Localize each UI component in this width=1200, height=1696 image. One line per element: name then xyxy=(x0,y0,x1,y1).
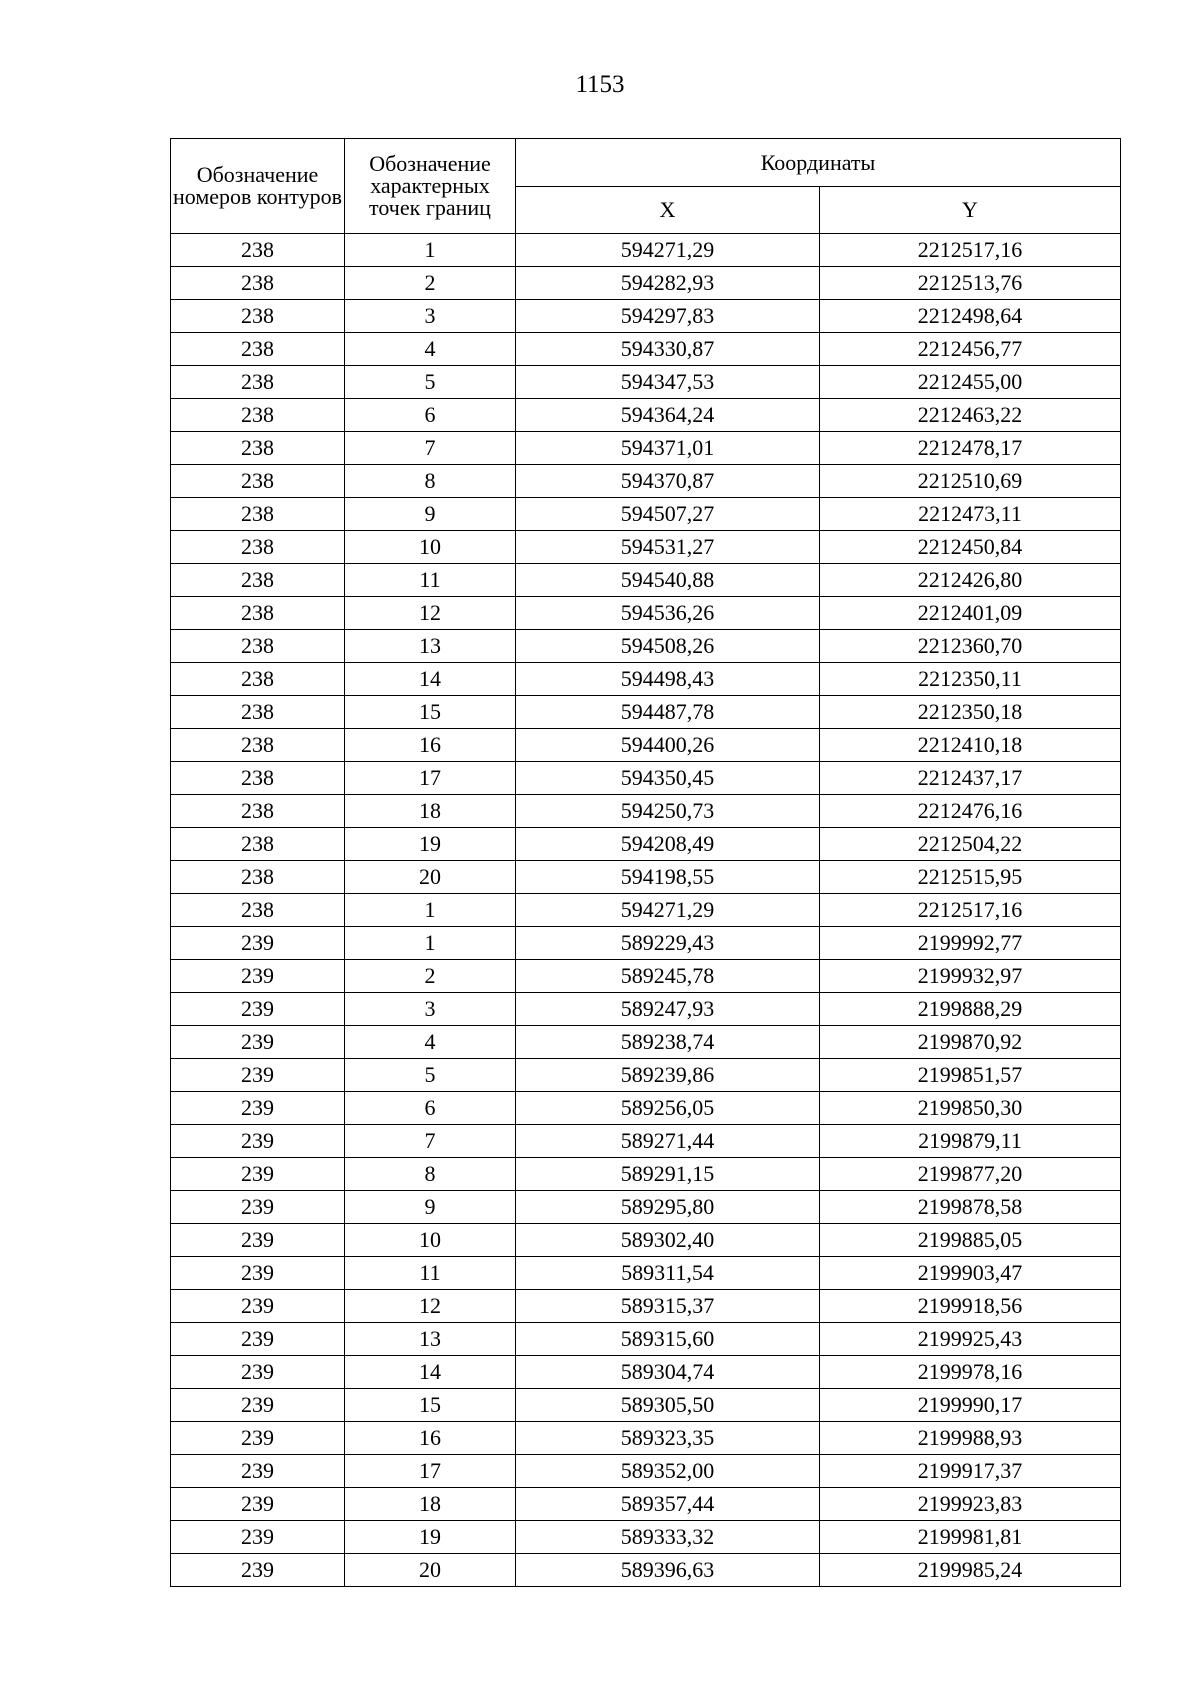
cell-y: 2199918,56 xyxy=(820,1290,1121,1323)
cell-point: 6 xyxy=(345,399,516,432)
cell-y: 2199917,37 xyxy=(820,1455,1121,1488)
cell-point: 14 xyxy=(345,663,516,696)
cell-y: 2212463,22 xyxy=(820,399,1121,432)
cell-point: 5 xyxy=(345,366,516,399)
cell-point: 20 xyxy=(345,861,516,894)
table-header xyxy=(171,139,1121,234)
cell-x: 594400,26 xyxy=(516,729,820,762)
table-row xyxy=(171,465,1121,498)
cell-y: 2212360,70 xyxy=(820,630,1121,663)
cell-contour: 238 xyxy=(171,432,345,465)
cell-contour: 239 xyxy=(171,1092,345,1125)
cell-y: 2212476,16 xyxy=(820,795,1121,828)
cell-y: 2199990,17 xyxy=(820,1389,1121,1422)
cell-x: 594271,29 xyxy=(516,894,820,927)
cell-y: 2199851,57 xyxy=(820,1059,1121,1092)
cell-x: 594498,43 xyxy=(516,663,820,696)
table-row xyxy=(171,234,1121,267)
header-coordinates: Координаты xyxy=(516,139,1121,187)
cell-contour: 238 xyxy=(171,498,345,531)
cell-y: 2199879,11 xyxy=(820,1125,1121,1158)
table-row xyxy=(171,1554,1121,1587)
cell-x: 589295,80 xyxy=(516,1191,820,1224)
cell-point: 4 xyxy=(345,1026,516,1059)
table-row xyxy=(171,1125,1121,1158)
cell-x: 589229,43 xyxy=(516,927,820,960)
cell-contour: 239 xyxy=(171,1488,345,1521)
table-row xyxy=(171,597,1121,630)
cell-x: 589315,37 xyxy=(516,1290,820,1323)
cell-y: 2199981,81 xyxy=(820,1521,1121,1554)
table-row xyxy=(171,1323,1121,1356)
cell-y: 2212350,18 xyxy=(820,696,1121,729)
cell-x: 589238,74 xyxy=(516,1026,820,1059)
table-row xyxy=(171,927,1121,960)
cell-contour: 238 xyxy=(171,531,345,564)
cell-y: 2212350,11 xyxy=(820,663,1121,696)
cell-x: 594271,29 xyxy=(516,234,820,267)
table-row xyxy=(171,894,1121,927)
cell-y: 2212455,00 xyxy=(820,366,1121,399)
cell-x: 589302,40 xyxy=(516,1224,820,1257)
header-y: Y xyxy=(820,187,1121,234)
cell-point: 4 xyxy=(345,333,516,366)
cell-x: 594536,26 xyxy=(516,597,820,630)
cell-y: 2199923,83 xyxy=(820,1488,1121,1521)
cell-point: 15 xyxy=(345,1389,516,1422)
cell-point: 9 xyxy=(345,498,516,531)
table-row xyxy=(171,828,1121,861)
cell-point: 13 xyxy=(345,1323,516,1356)
cell-contour: 238 xyxy=(171,465,345,498)
cell-point: 18 xyxy=(345,795,516,828)
cell-point: 19 xyxy=(345,828,516,861)
cell-point: 9 xyxy=(345,1191,516,1224)
page-number: 1153 xyxy=(575,71,625,98)
cell-x: 594531,27 xyxy=(516,531,820,564)
cell-contour: 238 xyxy=(171,267,345,300)
cell-contour: 238 xyxy=(171,861,345,894)
cell-y: 2199988,93 xyxy=(820,1422,1121,1455)
cell-point: 16 xyxy=(345,1422,516,1455)
cell-x: 589291,15 xyxy=(516,1158,820,1191)
table-row xyxy=(171,1290,1121,1323)
coordinates-table xyxy=(170,138,1121,1587)
cell-x: 594250,73 xyxy=(516,795,820,828)
cell-y: 2199850,30 xyxy=(820,1092,1121,1125)
cell-y: 2212517,16 xyxy=(820,234,1121,267)
cell-y: 2212426,80 xyxy=(820,564,1121,597)
cell-x: 594350,45 xyxy=(516,762,820,795)
cell-point: 11 xyxy=(345,1257,516,1290)
cell-point: 19 xyxy=(345,1521,516,1554)
table-row xyxy=(171,1455,1121,1488)
cell-y: 2199878,58 xyxy=(820,1191,1121,1224)
table-row xyxy=(171,399,1121,432)
cell-contour: 238 xyxy=(171,597,345,630)
cell-contour: 239 xyxy=(171,1521,345,1554)
cell-contour: 238 xyxy=(171,366,345,399)
cell-point: 16 xyxy=(345,729,516,762)
table-row xyxy=(171,432,1121,465)
cell-x: 589323,35 xyxy=(516,1422,820,1455)
cell-contour: 238 xyxy=(171,828,345,861)
cell-contour: 238 xyxy=(171,399,345,432)
cell-point: 13 xyxy=(345,630,516,663)
cell-y: 2199888,29 xyxy=(820,993,1121,1026)
cell-contour: 239 xyxy=(171,1191,345,1224)
cell-contour: 239 xyxy=(171,993,345,1026)
cell-point: 7 xyxy=(345,1125,516,1158)
cell-x: 589256,05 xyxy=(516,1092,820,1125)
cell-y: 2212517,16 xyxy=(820,894,1121,927)
cell-x: 589271,44 xyxy=(516,1125,820,1158)
cell-contour: 239 xyxy=(171,1455,345,1488)
cell-point: 12 xyxy=(345,597,516,630)
table-row xyxy=(171,729,1121,762)
cell-y: 2212513,76 xyxy=(820,267,1121,300)
cell-point: 6 xyxy=(345,1092,516,1125)
cell-x: 594282,93 xyxy=(516,267,820,300)
cell-x: 589311,54 xyxy=(516,1257,820,1290)
cell-point: 2 xyxy=(345,960,516,993)
cell-x: 594487,78 xyxy=(516,696,820,729)
cell-contour: 239 xyxy=(171,1323,345,1356)
cell-contour: 239 xyxy=(171,927,345,960)
cell-point: 17 xyxy=(345,762,516,795)
cell-x: 594370,87 xyxy=(516,465,820,498)
table-row xyxy=(171,762,1121,795)
cell-x: 589357,44 xyxy=(516,1488,820,1521)
cell-x: 589396,63 xyxy=(516,1554,820,1587)
cell-x: 594347,53 xyxy=(516,366,820,399)
cell-contour: 238 xyxy=(171,300,345,333)
table-row xyxy=(171,861,1121,894)
cell-y: 2199925,43 xyxy=(820,1323,1121,1356)
cell-y: 2212515,95 xyxy=(820,861,1121,894)
table-row xyxy=(171,1092,1121,1125)
cell-contour: 239 xyxy=(171,1059,345,1092)
cell-y: 2212450,84 xyxy=(820,531,1121,564)
cell-x: 589304,74 xyxy=(516,1356,820,1389)
header-contour-numbers: Обозначение номеров контуров xyxy=(171,139,345,234)
cell-y: 2199932,97 xyxy=(820,960,1121,993)
cell-contour: 238 xyxy=(171,894,345,927)
cell-y: 2212473,11 xyxy=(820,498,1121,531)
cell-x: 594208,49 xyxy=(516,828,820,861)
cell-y: 2212504,22 xyxy=(820,828,1121,861)
cell-point: 8 xyxy=(345,465,516,498)
cell-point: 1 xyxy=(345,894,516,927)
cell-x: 594297,83 xyxy=(516,300,820,333)
table-row xyxy=(171,1059,1121,1092)
table-row xyxy=(171,333,1121,366)
cell-contour: 239 xyxy=(171,1026,345,1059)
cell-y: 2199903,47 xyxy=(820,1257,1121,1290)
cell-y: 2212437,17 xyxy=(820,762,1121,795)
cell-x: 589352,00 xyxy=(516,1455,820,1488)
cell-y: 2199870,92 xyxy=(820,1026,1121,1059)
cell-point: 20 xyxy=(345,1554,516,1587)
cell-point: 15 xyxy=(345,696,516,729)
table-row xyxy=(171,960,1121,993)
table-row xyxy=(171,267,1121,300)
cell-point: 14 xyxy=(345,1356,516,1389)
table-row xyxy=(171,1257,1121,1290)
table-row xyxy=(171,1158,1121,1191)
cell-x: 594508,26 xyxy=(516,630,820,663)
table-row xyxy=(171,1191,1121,1224)
cell-x: 589305,50 xyxy=(516,1389,820,1422)
cell-contour: 238 xyxy=(171,663,345,696)
cell-x: 594371,01 xyxy=(516,432,820,465)
table-row xyxy=(171,696,1121,729)
cell-x: 594330,87 xyxy=(516,333,820,366)
table-row xyxy=(171,630,1121,663)
cell-point: 5 xyxy=(345,1059,516,1092)
cell-point: 11 xyxy=(345,564,516,597)
cell-point: 1 xyxy=(345,234,516,267)
table-row xyxy=(171,795,1121,828)
cell-x: 594198,55 xyxy=(516,861,820,894)
cell-point: 2 xyxy=(345,267,516,300)
cell-point: 17 xyxy=(345,1455,516,1488)
cell-y: 2199992,77 xyxy=(820,927,1121,960)
cell-point: 10 xyxy=(345,531,516,564)
cell-y: 2199877,20 xyxy=(820,1158,1121,1191)
table-row xyxy=(171,1521,1121,1554)
table-row xyxy=(171,1422,1121,1455)
cell-point: 18 xyxy=(345,1488,516,1521)
cell-y: 2212498,64 xyxy=(820,300,1121,333)
header-boundary-points: Обозначение характерных точек границ xyxy=(345,139,516,234)
table-row xyxy=(171,366,1121,399)
table-row xyxy=(171,300,1121,333)
cell-y: 2199978,16 xyxy=(820,1356,1121,1389)
cell-point: 3 xyxy=(345,300,516,333)
table-row xyxy=(171,993,1121,1026)
cell-y: 2199985,24 xyxy=(820,1554,1121,1587)
cell-y: 2212510,69 xyxy=(820,465,1121,498)
cell-x: 589245,78 xyxy=(516,960,820,993)
cell-contour: 239 xyxy=(171,1224,345,1257)
table-row xyxy=(171,564,1121,597)
cell-contour: 238 xyxy=(171,234,345,267)
table-row xyxy=(171,1389,1121,1422)
cell-point: 3 xyxy=(345,993,516,1026)
cell-contour: 238 xyxy=(171,333,345,366)
cell-point: 10 xyxy=(345,1224,516,1257)
cell-contour: 239 xyxy=(171,1356,345,1389)
cell-x: 589239,86 xyxy=(516,1059,820,1092)
table-row xyxy=(171,663,1121,696)
table-body xyxy=(171,234,1121,1587)
table-row xyxy=(171,1026,1121,1059)
cell-point: 8 xyxy=(345,1158,516,1191)
cell-point: 12 xyxy=(345,1290,516,1323)
table-row xyxy=(171,1224,1121,1257)
cell-x: 589315,60 xyxy=(516,1323,820,1356)
cell-contour: 238 xyxy=(171,762,345,795)
header-x: X xyxy=(516,187,820,234)
cell-contour: 239 xyxy=(171,1290,345,1323)
cell-contour: 239 xyxy=(171,1389,345,1422)
cell-y: 2212410,18 xyxy=(820,729,1121,762)
cell-point: 1 xyxy=(345,927,516,960)
cell-contour: 239 xyxy=(171,1257,345,1290)
cell-x: 594540,88 xyxy=(516,564,820,597)
cell-contour: 239 xyxy=(171,1125,345,1158)
cell-point: 7 xyxy=(345,432,516,465)
cell-x: 594364,24 xyxy=(516,399,820,432)
table-row xyxy=(171,1356,1121,1389)
cell-contour: 239 xyxy=(171,1422,345,1455)
cell-x: 589333,32 xyxy=(516,1521,820,1554)
table-row xyxy=(171,1488,1121,1521)
cell-y: 2212401,09 xyxy=(820,597,1121,630)
cell-contour: 239 xyxy=(171,960,345,993)
cell-contour: 238 xyxy=(171,630,345,663)
cell-y: 2212456,77 xyxy=(820,333,1121,366)
cell-y: 2199885,05 xyxy=(820,1224,1121,1257)
cell-contour: 239 xyxy=(171,1158,345,1191)
cell-contour: 239 xyxy=(171,1554,345,1587)
cell-contour: 238 xyxy=(171,564,345,597)
cell-contour: 238 xyxy=(171,696,345,729)
cell-contour: 238 xyxy=(171,795,345,828)
cell-contour: 238 xyxy=(171,729,345,762)
cell-x: 589247,93 xyxy=(516,993,820,1026)
table-row xyxy=(171,531,1121,564)
cell-x: 594507,27 xyxy=(516,498,820,531)
cell-y: 2212478,17 xyxy=(820,432,1121,465)
table-row xyxy=(171,498,1121,531)
